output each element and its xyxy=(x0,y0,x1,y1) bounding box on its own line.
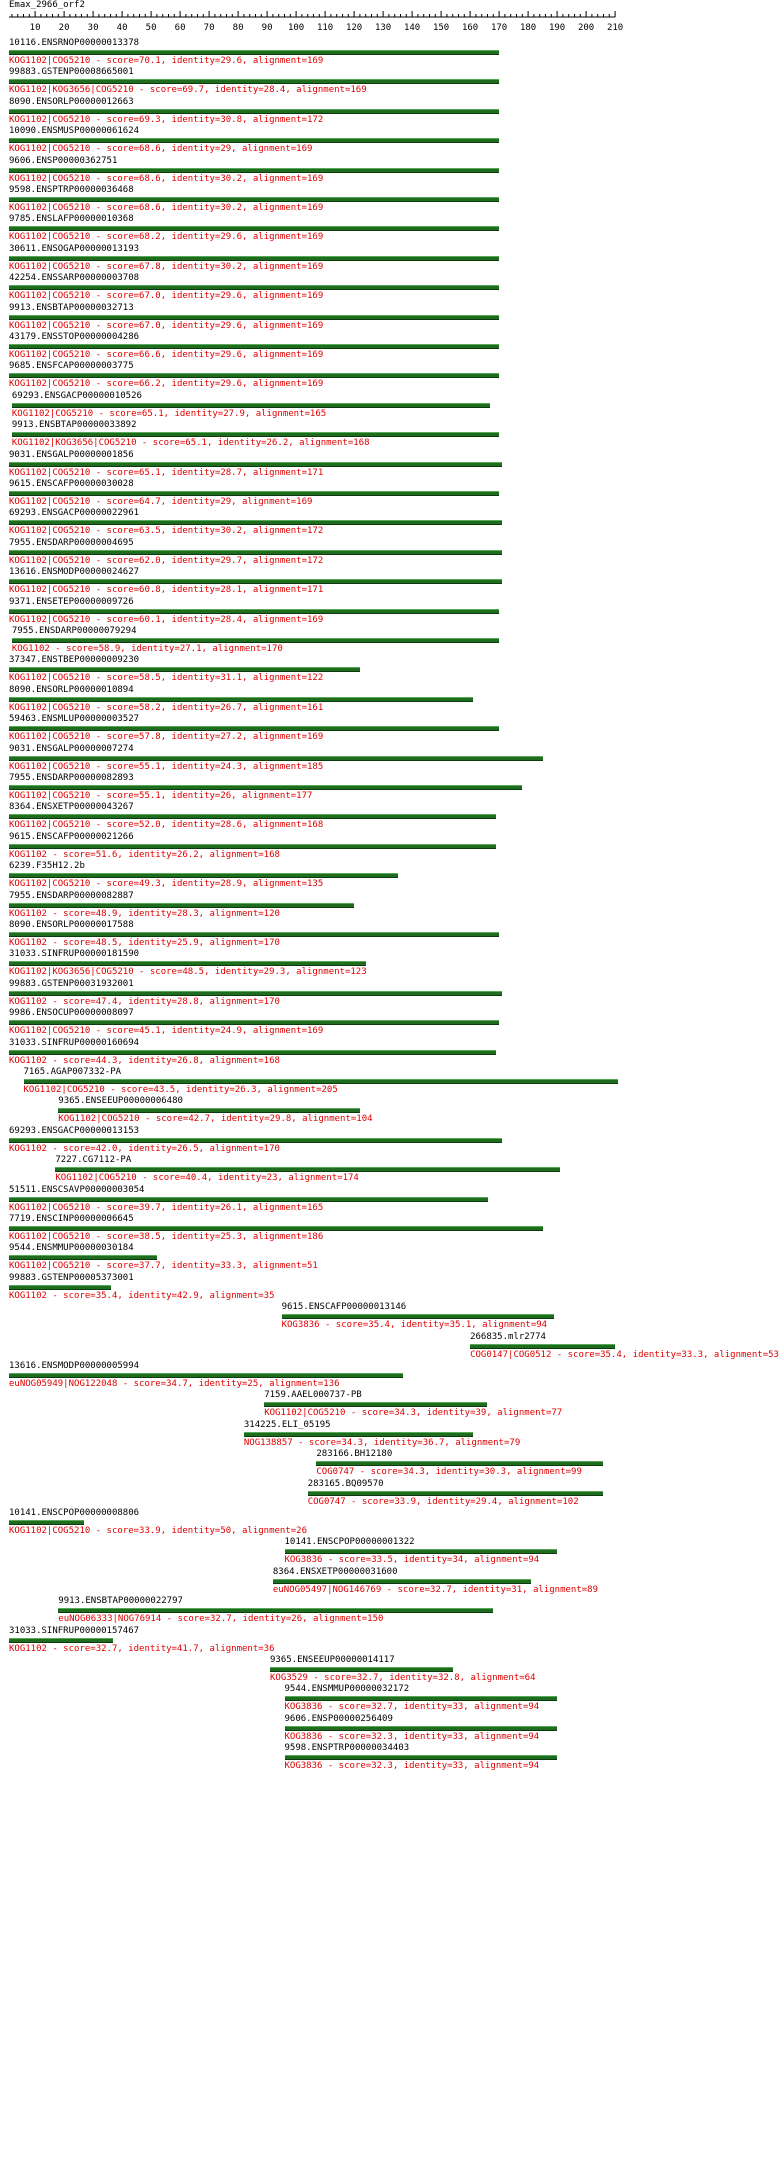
ruler-tick-label: 140 xyxy=(403,23,421,33)
hit-annotation: KOG1102|COG5210 - score=65.1, identity=27.9, alignment=165 xyxy=(11,408,327,419)
hit-name: 99883.GSTENP00008665001 xyxy=(9,67,134,78)
hit-annotation: euNOG05497|NOG146769 - score=32.7, identity=31, alignment=89 xyxy=(272,1584,598,1595)
hit-alignment-bar xyxy=(9,344,499,349)
hit-annotation: KOG1102|COG5210 - score=34.3, identity=39, alignment=77 xyxy=(264,1408,563,1419)
hit-alignment-bar xyxy=(9,1520,84,1525)
position-ruler xyxy=(0,0,624,36)
hit-annotation: KOG1102|COG5210 - score=58.5, identity=31.1, alignment=122 xyxy=(9,673,324,684)
hit-annotation: KOG1102|COG5210 - score=67.8, identity=30.2, alignment=169 xyxy=(9,261,324,272)
hit-alignment-bar xyxy=(282,1314,555,1319)
hit-alignment-bar xyxy=(9,520,502,525)
hit-alignment-bar xyxy=(9,609,499,614)
hit-alignment-bar xyxy=(55,1167,560,1172)
query-title: Emax_2966_orf2 xyxy=(9,0,85,10)
hit-annotation: KOG3836 - score=32.3, identity=33, alignment=94 xyxy=(284,1731,540,1742)
hit-alignment-bar xyxy=(285,1696,558,1701)
ruler-tick-label: 130 xyxy=(374,23,392,33)
hit-annotation: KOG1102|COG5210 - score=68.2, identity=29.6, alignment=169 xyxy=(9,232,324,243)
hit-annotation: KOG1102|COG5210 - score=67.0, identity=29.6, alignment=169 xyxy=(9,291,324,302)
hit-alignment-bar xyxy=(273,1579,531,1584)
hit-name: 7955.ENSDARP00000079294 xyxy=(11,626,137,636)
hit-annotation: KOG1102 - score=48.9, identity=28.3, alignment=120 xyxy=(9,908,280,919)
hit-annotation: KOG1102 - score=35.4, identity=42.9, alignment=35 xyxy=(9,1290,275,1301)
hit-name: 8090.ENSORLP00000010894 xyxy=(9,684,134,695)
hit-alignment-bar xyxy=(9,50,499,55)
ruler-tick-label: 40 xyxy=(116,23,128,33)
hit-annotation: KOG1102 - score=42.0, identity=26.5, alignment=170 xyxy=(9,1143,280,1154)
hit-name: 9544.ENSMMUP00000030184 xyxy=(9,1243,134,1254)
ruler-tick-label: 50 xyxy=(145,23,157,33)
hit-name: 10090.ENSMUSP00000061624 xyxy=(9,126,140,137)
hit-alignment-bar xyxy=(9,726,499,731)
hit-alignment-bar xyxy=(9,1638,113,1643)
hit-name: 7955.ENSDARP00000082887 xyxy=(9,890,134,901)
hit-name: 7159.AAEL000737-PB xyxy=(264,1390,362,1401)
ruler-tick-label: 10 xyxy=(29,23,41,33)
ruler-tick-label: 70 xyxy=(203,23,215,33)
ruler-tick-label: 30 xyxy=(87,23,99,33)
hit-alignment-bar xyxy=(9,756,543,761)
hit-alignment-bar xyxy=(9,1285,111,1290)
hit-alignment-bar xyxy=(9,579,502,584)
hit-name: 9615.ENSCAFP00000030028 xyxy=(9,479,134,489)
hit-name: 9685.ENSFCAP00000003775 xyxy=(9,361,134,372)
hit-annotation: KOG1102|COG5210 - score=33.9, identity=50, alignment=26 xyxy=(9,1526,308,1536)
ruler-tick-label: 120 xyxy=(345,23,363,33)
hit-annotation: KOG1102 - score=32.7, identity=41.7, alignment=36 xyxy=(9,1643,275,1654)
hit-alignment-bar xyxy=(9,373,499,378)
hit-alignment-bar xyxy=(285,1726,558,1731)
hit-alignment-bar xyxy=(9,168,499,173)
hit-alignment-bar xyxy=(58,1108,360,1113)
hit-name: 9371.ENSETEP00000009726 xyxy=(9,596,134,607)
ruler-tick-label: 80 xyxy=(232,23,244,33)
hit-name: 9615.ENSCAFP00000021266 xyxy=(9,831,134,842)
hit-annotation: KOG1102|COG5210 - score=66.6, identity=29.6, alignment=169 xyxy=(9,350,324,360)
hit-name: 42254.ENSSARP00000003708 xyxy=(9,273,140,284)
hit-alignment-bar xyxy=(9,315,499,320)
hit-alignment-bar xyxy=(9,1226,543,1231)
hit-annotation: KOG1102|COG5210 - score=63.5, identity=30.2, alignment=172 xyxy=(9,526,324,537)
hit-name: 266835.mlr2774 xyxy=(470,1331,546,1342)
hit-alignment-bar xyxy=(470,1344,615,1349)
hit-annotation: euNOG05949|NOG122048 - score=34.7, identity=25, alignment=136 xyxy=(9,1379,340,1389)
hit-annotation: KOG1102|COG5210 - score=43.5, identity=26.3, alignment=205 xyxy=(23,1085,338,1095)
hit-alignment-bar xyxy=(9,1197,488,1202)
ruler-tick-label: 200 xyxy=(577,23,595,33)
hit-name: 9598.ENSPTRP00000034403 xyxy=(284,1743,410,1754)
hit-name: 283166.BH12180 xyxy=(316,1449,393,1460)
hit-annotation: KOG1102 - score=58.9, identity=27.1, alignment=170 xyxy=(11,644,283,654)
hit-annotation: KOG1102|COG5210 - score=60.8, identity=28.1, alignment=171 xyxy=(9,585,324,596)
hit-name: 99883.GSTENP00005373001 xyxy=(9,1272,134,1283)
hit-annotation: COG0147|COG0512 - score=35.4, identity=33.3, alignment=53 xyxy=(470,1349,779,1360)
hit-annotation: KOG1102|COG5210 - score=60.1, identity=28.4, alignment=169 xyxy=(9,614,324,625)
hit-alignment-bar xyxy=(285,1549,558,1554)
hit-annotation: KOG1102|COG5210 - score=65.1, identity=28.7, alignment=171 xyxy=(9,467,324,478)
hit-name: 9913.ENSBTAP00000033892 xyxy=(11,420,137,431)
hit-name: 8364.ENSXETP00000043267 xyxy=(9,802,134,813)
hit-alignment-bar xyxy=(9,285,499,290)
ruler-tick-label: 190 xyxy=(548,23,566,33)
hit-name: 9785.ENSLAFP00000010368 xyxy=(9,214,134,225)
hit-annotation: euNOG06333|NOG76914 - score=32.7, identity=26, alignment=150 xyxy=(58,1614,384,1625)
hit-annotation: KOG1102|COG5210 - score=68.6, identity=29, alignment=169 xyxy=(9,144,313,155)
hit-alignment-bar xyxy=(9,79,499,84)
hit-annotation: KOG3529 - score=32.7, identity=32.8, alignment=64 xyxy=(270,1673,536,1683)
hit-name: 69293.ENSGACP00000022961 xyxy=(9,508,140,519)
hit-alignment-bar xyxy=(9,138,499,143)
hit-name: 10141.ENSCPOP00000001322 xyxy=(284,1537,415,1548)
hit-alignment-bar xyxy=(270,1667,453,1672)
ruler-tick-label: 170 xyxy=(490,23,508,33)
ruler-tick-label: 90 xyxy=(261,23,273,33)
hit-name: 99883.GSTENP00031932001 xyxy=(9,978,134,989)
hit-alignment-bar xyxy=(9,1020,499,1025)
hit-annotation: KOG1102|COG5210 - score=37.7, identity=33.3, alignment=51 xyxy=(9,1261,318,1272)
hit-alignment-bar xyxy=(9,197,499,202)
hit-alignment-bar xyxy=(244,1432,473,1437)
hit-annotation: KOG1102|COG5210 - score=55.1, identity=26, alignment=177 xyxy=(9,791,313,801)
hit-alignment-bar xyxy=(12,403,491,408)
hit-name: 9365.ENSEEUP00000006480 xyxy=(58,1096,183,1107)
hit-name: 7165.AGAP007332-PA xyxy=(23,1067,122,1077)
hit-annotation: KOG1102|KOG3656|COG5210 - score=48.5, identity=29.3, alignment=123 xyxy=(9,967,367,978)
hit-annotation: KOG1102 - score=51.6, identity=26.2, alignment=168 xyxy=(9,849,280,860)
hit-alignment-bar xyxy=(12,638,499,643)
hit-annotation: KOG1102|COG5210 - score=70.1, identity=29.6, alignment=169 xyxy=(9,56,324,66)
hit-name: 9598.ENSPTRP00000036468 xyxy=(9,185,134,195)
hit-name: 9031.ENSGALP00000001856 xyxy=(9,449,134,460)
hit-annotation: KOG3836 - score=35.4, identity=35.1, alignment=94 xyxy=(281,1320,548,1331)
hit-alignment-bar xyxy=(9,1255,157,1260)
hit-annotation: KOG1102|COG5210 - score=57.8, identity=27.2, alignment=169 xyxy=(9,732,324,743)
hit-annotation: KOG1102|COG5210 - score=38.5, identity=25.3, alignment=186 xyxy=(9,1232,324,1242)
hit-alignment-bar xyxy=(9,961,366,966)
hit-annotation: NOG138857 - score=34.3, identity=36.7, alignment=79 xyxy=(243,1437,521,1448)
hit-name: 9913.ENSBTAP00000022797 xyxy=(58,1596,183,1607)
hit-alignment-bar xyxy=(9,667,360,672)
ruler-tick-label: 210 xyxy=(606,23,624,33)
hit-name: 51511.ENSCSAVP00000003054 xyxy=(9,1184,145,1195)
hit-name: 9615.ENSCAFP00000013146 xyxy=(281,1302,407,1313)
hit-annotation: KOG3836 - score=32.3, identity=33, alignment=94 xyxy=(284,1761,540,1772)
hit-name: 7955.ENSDARP00000004695 xyxy=(9,537,134,548)
hit-alignment-bar xyxy=(285,1755,558,1760)
hit-annotation: KOG1102|COG5210 - score=45.1, identity=24.9, alignment=169 xyxy=(9,1026,324,1037)
hit-name: 31033.SINFRUP00000160694 xyxy=(9,1037,140,1048)
hit-name: 9913.ENSBTAP00000032713 xyxy=(9,302,134,313)
hit-name: 283165.BQ09570 xyxy=(307,1478,384,1489)
ruler-tick-label: 100 xyxy=(287,23,305,33)
hit-annotation: KOG1102 - score=47.4, identity=28.8, alignment=170 xyxy=(9,996,280,1007)
hit-alignment-bar xyxy=(9,932,499,937)
hit-alignment-bar xyxy=(9,491,499,496)
hit-name: 314225.ELI_05195 xyxy=(243,1419,331,1430)
hit-name: 31033.SINFRUP00000181590 xyxy=(9,949,140,960)
hit-annotation: KOG1102|COG5210 - score=64.7, identity=29, alignment=169 xyxy=(9,497,313,507)
hit-alignment-bar xyxy=(24,1079,619,1084)
hit-alignment-bar xyxy=(308,1491,604,1496)
hit-annotation: KOG1102|COG5210 - score=39.7, identity=26.1, alignment=165 xyxy=(9,1202,324,1213)
hit-alignment-bar xyxy=(9,1138,502,1143)
hit-annotation: KOG1102|COG5210 - score=52.0, identity=28.6, alignment=168 xyxy=(9,820,324,831)
hit-annotation: KOG3836 - score=33.5, identity=34, alignment=94 xyxy=(284,1555,540,1566)
hit-name: 8090.ENSORLP00000017588 xyxy=(9,920,134,930)
hit-annotation: KOG1102 - score=44.3, identity=26.8, alignment=168 xyxy=(9,1055,280,1066)
hit-name: 6239.F35H12.2b xyxy=(9,861,85,872)
hit-alignment-bar xyxy=(9,1050,496,1055)
hit-name: 30611.ENSOGAP00000013193 xyxy=(9,243,140,254)
hit-annotation: KOG1102|COG5210 - score=67.0, identity=29.6, alignment=169 xyxy=(9,320,324,331)
hit-annotation: COG0747 - score=34.3, identity=30.3, alignment=99 xyxy=(316,1467,582,1478)
hit-annotation: KOG1102|COG5210 - score=69.3, identity=30.8, alignment=172 xyxy=(9,114,324,125)
hit-name: 9606.ENSP00000256409 xyxy=(284,1713,393,1724)
hit-annotation: KOG3836 - score=32.7, identity=33, alignment=94 xyxy=(284,1702,540,1713)
hit-name: 13616.ENSMODP00000005994 xyxy=(9,1361,140,1371)
hit-annotation: KOG1102|COG5210 - score=55.1, identity=24.3, alignment=185 xyxy=(9,761,324,772)
hit-name: 9365.ENSEEUP00000014117 xyxy=(270,1655,395,1665)
hit-name: 43179.ENSSTOP00000004286 xyxy=(9,332,140,342)
hit-alignment-bar xyxy=(9,550,502,555)
hit-alignment-bar xyxy=(12,432,499,437)
hit-annotation: KOG1102|COG5210 - score=58.2, identity=26.7, alignment=161 xyxy=(9,702,324,713)
hit-name: 7227.CG7112-PA xyxy=(55,1155,132,1166)
hit-annotation: KOG1102|COG5210 - score=40.4, identity=23, alignment=174 xyxy=(55,1173,359,1184)
hit-annotation: KOG1102|COG5210 - score=62.0, identity=29.7, alignment=172 xyxy=(9,555,324,566)
hit-alignment-bar xyxy=(9,109,499,114)
hit-alignment-bar xyxy=(9,814,496,819)
hit-name: 9606.ENSP00000362751 xyxy=(9,155,118,166)
hit-alignment-bar xyxy=(9,1373,403,1378)
hit-annotation: COG0747 - score=33.9, identity=29.4, alignment=102 xyxy=(307,1496,579,1507)
hit-alignment-bar xyxy=(9,226,499,231)
hit-alignment-bar xyxy=(9,256,499,261)
hit-name: 9031.ENSGALP00000007274 xyxy=(9,743,134,754)
hit-name: 37347.ENSTBEP00000009230 xyxy=(9,655,140,666)
hit-annotation: KOG1102|COG5210 - score=68.6, identity=30.2, alignment=169 xyxy=(9,173,324,184)
hit-name: 7719.ENSCINP00000006645 xyxy=(9,1214,134,1224)
hit-alignment-bar xyxy=(9,844,496,849)
hit-alignment-bar xyxy=(9,903,354,908)
hit-name: 7955.ENSDARP00000082893 xyxy=(9,773,134,783)
hit-name: 8090.ENSORLP00000012663 xyxy=(9,96,134,107)
hit-alignment-bar xyxy=(9,462,502,467)
hit-name: 8364.ENSXETP00000031600 xyxy=(272,1566,398,1577)
hit-name: 59463.ENSMLUP00000003527 xyxy=(9,714,140,725)
hit-name: 9544.ENSMMUP00000032172 xyxy=(284,1684,410,1695)
hit-annotation: KOG1102|COG5210 - score=66.2, identity=29.6, alignment=169 xyxy=(9,379,324,390)
hit-alignment-bar xyxy=(9,873,398,878)
ruler-tick-label: 110 xyxy=(316,23,334,33)
hit-annotation: KOG1102|KOG3656|COG5210 - score=69.7, identity=28.4, alignment=169 xyxy=(9,85,367,96)
hit-alignment-bar xyxy=(58,1608,493,1613)
hit-name: 69293.ENSGACP00000010526 xyxy=(11,390,142,401)
hit-name: 10116.ENSRNOP00000013378 xyxy=(9,38,140,48)
hit-name: 31033.SINFRUP00000157467 xyxy=(9,1625,140,1636)
hit-alignment-bar xyxy=(9,697,473,702)
ruler-tick-label: 160 xyxy=(461,23,479,33)
hit-alignment-bar xyxy=(264,1402,487,1407)
hit-annotation: KOG1102|COG5210 - score=68.6, identity=30.2, alignment=169 xyxy=(9,203,324,213)
hit-annotation: KOG1102 - score=48.5, identity=25.9, alignment=170 xyxy=(9,938,280,948)
hit-alignment-bar xyxy=(316,1461,603,1466)
hit-annotation: KOG1102|COG5210 - score=49.3, identity=28.9, alignment=135 xyxy=(9,879,324,890)
ruler-tick-label: 180 xyxy=(519,23,537,33)
ruler-tick-label: 20 xyxy=(58,23,70,33)
ruler-tick-label: 60 xyxy=(174,23,186,33)
hit-annotation: KOG1102|KOG3656|COG5210 - score=65.1, identity=26.2, alignment=168 xyxy=(11,438,370,449)
ruler-tick-label: 150 xyxy=(432,23,450,33)
hit-name: 69293.ENSGACP00000013153 xyxy=(9,1125,140,1136)
hit-name: 9986.ENSOCUP00000008097 xyxy=(9,1008,134,1019)
hit-annotation: KOG1102|COG5210 - score=42.7, identity=29.8, alignment=104 xyxy=(58,1114,373,1125)
hit-alignment-bar xyxy=(9,785,522,790)
hit-alignment-bar xyxy=(9,991,502,996)
hit-name: 13616.ENSMODP00000024627 xyxy=(9,567,140,578)
hit-name: 10141.ENSCPOP00000008806 xyxy=(9,1508,140,1518)
